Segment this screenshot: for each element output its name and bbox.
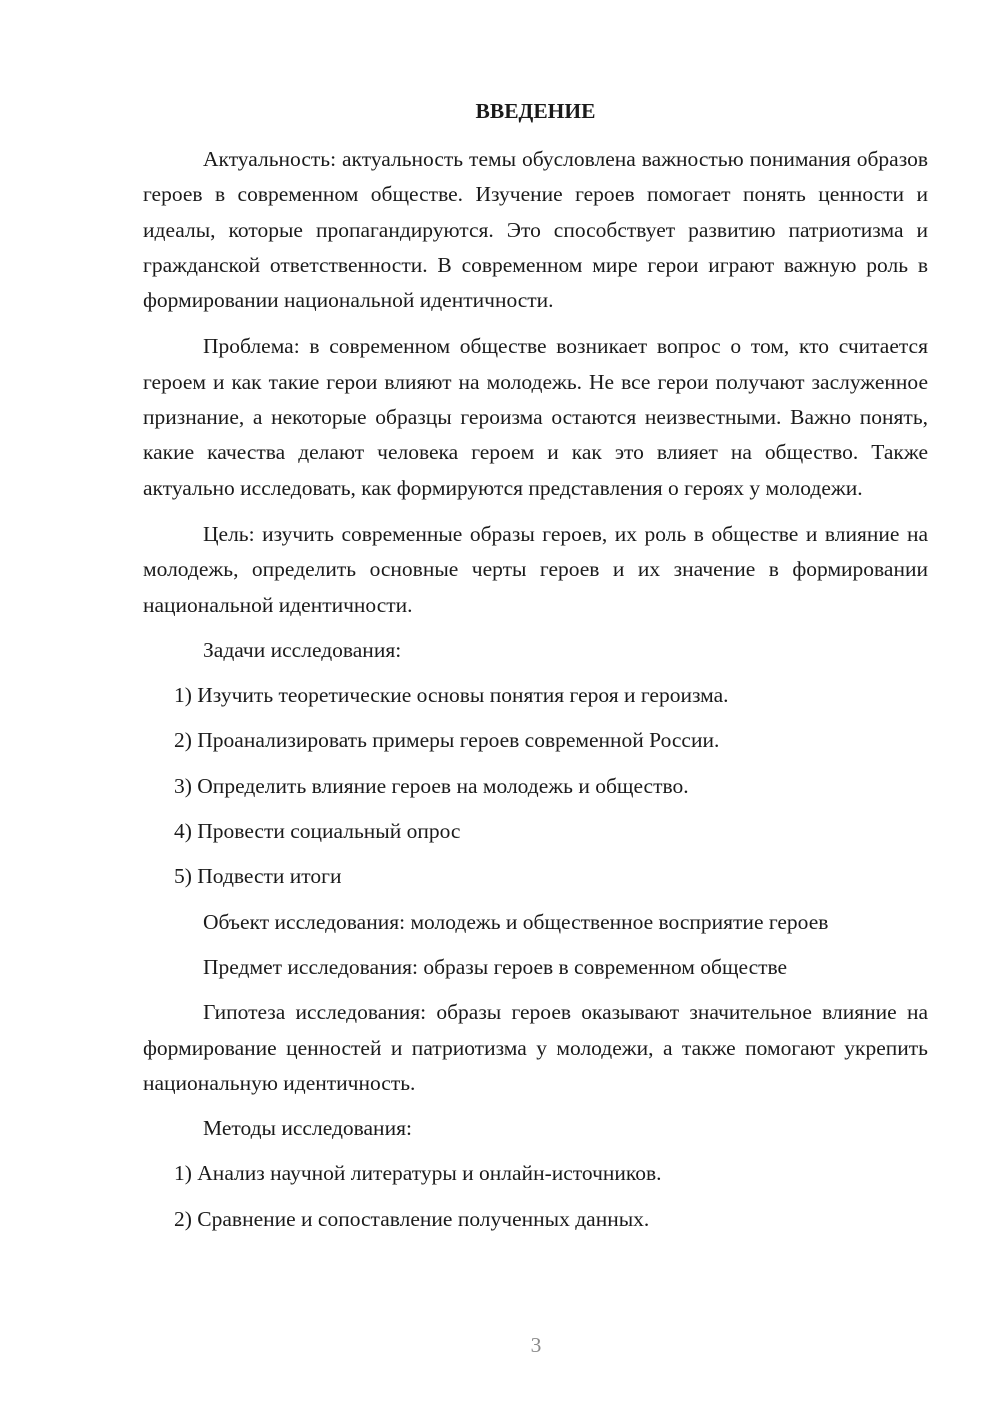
goal-paragraph: Цель: изучить современные образы героев, их роль в обществе и влияние на молодежь, определить основные черты героев и их значение в формировании национальной идентичности.: [143, 521, 928, 617]
problem-paragraph: Проблема: в современном обществе возникает вопрос о том, кто считается героем и как такие герои влияют на молодежь. Не все герои получают заслуженное признание, а некоторые образцы героизма остаются неизвестными. Важно понять, какие качества делают человека героем и как это влияет на общество. Также актуально исследовать, как формируются представления о героях у молодежи.: [143, 334, 928, 500]
page-body: [143, 95, 928, 1237]
task-item-4: 4) Провести социальный опрос: [174, 819, 461, 844]
research-object: Объект исследования: молодежь и общественное восприятие героев: [203, 909, 829, 934]
relevance-paragraph: Актуальность: актуальность темы обусловлена важностью понимания образов героев в современном обществе. Изучение героев помогает понять ценности и идеалы, которые пропагандируются. Это способствует развитию патриотизма и гражданской ответственности. В современном мире герои играют важную роль в формировании национальной идентичности.: [143, 147, 928, 313]
hypothesis-paragraph: Гипотеза исследования: образы героев оказывают значительное влияние на формирование ценностей и патриотизма у молодежи, а также помогают укрепить национальную идентичность.: [143, 1000, 928, 1095]
task-item-5: 5) Подвести итоги: [174, 864, 342, 889]
task-item-2: 2) Проанализировать примеры героев современной России.: [174, 728, 720, 753]
method-item-1: 1) Анализ научной литературы и онлайн-источников.: [174, 1161, 662, 1186]
research-subject: Предмет исследования: образы героев в современном обществе: [203, 954, 788, 979]
page-number: 3: [530, 1333, 542, 1357]
tasks-heading: Задачи исследования:: [203, 637, 402, 662]
page-title: ВВЕДЕНИЕ: [475, 99, 596, 123]
task-item-1: 1) Изучить теоретические основы понятия героя и героизма.: [174, 683, 729, 708]
task-item-3: 3) Определить влияние героев на молодежь и общество.: [174, 773, 689, 798]
method-item-2: 2) Сравнение и сопоставление полученных данных.: [174, 1206, 650, 1231]
methods-heading: Методы исследования:: [203, 1116, 412, 1141]
